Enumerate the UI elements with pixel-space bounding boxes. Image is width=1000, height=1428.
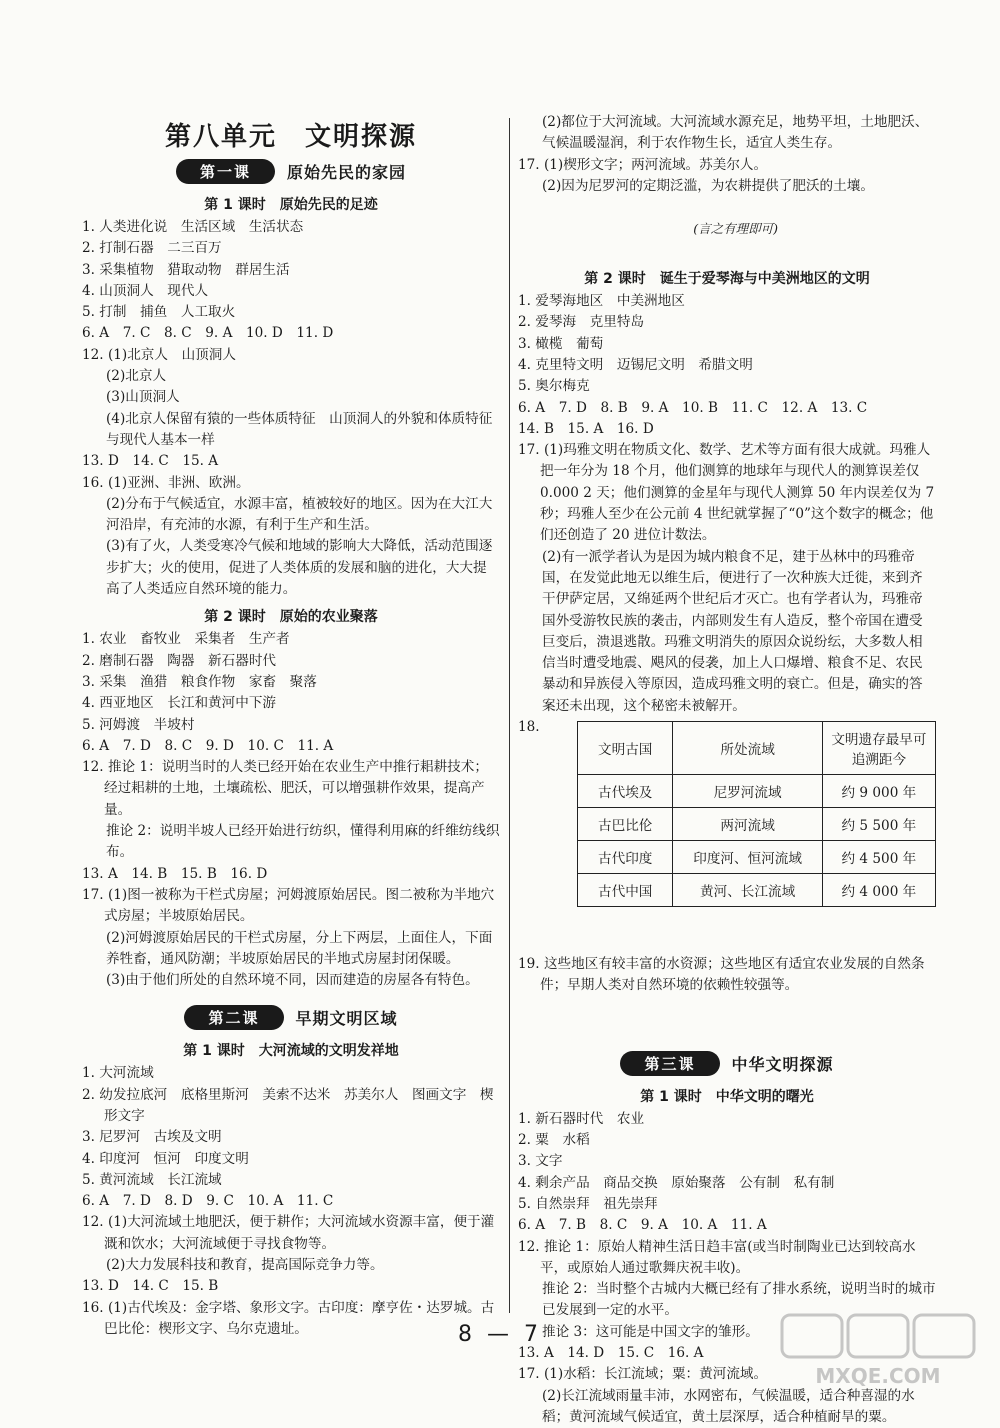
table-header-row [577,722,935,775]
answer-line: 14. B 15. A 16. D [518,420,654,437]
answer-line: 2. 粟 水稻 [518,1132,590,1149]
answer-note [518,197,936,262]
right-column [518,112,939,1428]
table-cell: 黄河、长江流域 [673,874,822,907]
table-header-cell: 所处流域 [673,722,822,775]
answer-line: 2. 打制石器 二三百万 [82,240,222,257]
answer-line: 16. (1)古代埃及：金字塔、象形文字。古印度：摩亨佐・达罗城。古巴比伦：楔形文字、乌尔克遗址。 [82,1299,495,1337]
answer-line: 13. A 14. B 15. B 16. D [82,865,268,882]
answer-line: 3. 尼罗河 古埃及文明 [82,1129,222,1146]
answer-line: 4. 克里特文明 迈锡尼文明 希腊文明 [518,356,753,373]
lesson1-period2-answers [82,629,500,991]
answer-line: 17. (1)玛雅文明在物质文化、数学、艺术等方面有很大成就。玛雅人把一年分为 18 个月，他们测算的地球年与现代人的测算误差仅 0.000 2 天；他们测算的金星年与现代人测算 50 年内误差仅为 7 秒；玛雅人至少在公元前 4 世纪就掌握了“0”这个数字的概念；他们还创造了 20 进位计数法。 [518,442,939,544]
answer-line: 推论 2：当时整个古城内大概已经有了排水系统，说明当时的城市已发展到一定的水平。 [542,1281,936,1319]
answer-line: (2)北京人 [106,368,167,385]
answer-line: (2)分布于气候适宜，水源丰富，植被较好的地区。因为在大江大河沿岸，有充沛的水源，有利于生产和生活。 [106,495,493,534]
answer-line: 1. 农业 畜牧业 采集者 生产者 [82,631,290,648]
answer-line: 2. 爱琴海 克里特岛 [518,314,645,331]
answer-line: 5. 自然崇拜 祖先崇拜 [518,1195,658,1212]
answer-line: 12. 推论 1：说明当时的人类已经开始在农业生产中推行耜耕技术；经过耜耕的土地，土壤疏松、肥沃，可以增强耕作效果，提高产量。 [82,759,488,818]
lesson2-period2-title: 第 2 课时 诞生于爱琴海与中美洲地区的文明 [584,271,870,288]
answer-line: 2. 磨制石器 陶器 新石器时代 [82,652,277,669]
answer-line: 3. 采集植物 猎取动物 群居生活 [82,261,290,278]
table-cell: 古代中国 [577,874,673,907]
table-cell: 尼罗河流域 [673,775,822,808]
answer-line: 13. A 14. D 15. C 16. A [518,1345,704,1362]
answer-line: (4)北京人保留有猿的一些体质特征 山顶洞人的外貌和体质特征与现代人基本一样 [106,410,493,448]
answer-line: (2)大力发展科技和教育，提高国际竞争力等。 [106,1257,384,1274]
lesson2-badge: 第二课 [184,1005,283,1030]
answer-line: 4. 山顶洞人 现代人 [82,282,209,299]
watermark-text: MXQE.COM [815,1364,941,1388]
question-18-number: 18. [518,719,540,736]
answer-line: 4. 西亚地区 长江和黄河中下游 [82,695,277,712]
lesson3-title: 中华文明探源 [731,1054,834,1074]
answer-line: (3)有了火，人类受寒冷气候和地域的影响大大降低，活动范围逐步扩大；火的使用，促进了人类体质的发展和脑的进化，大大提高了人类适应自然环境的能力。 [106,538,493,598]
answer-line: 4. 印度河 恒河 印度文明 [82,1150,249,1167]
table-cell: 古巴比伦 [577,808,673,841]
answer-line: 1. 人类进化说 生活区域 生活状态 [82,219,304,235]
lesson1-header [82,159,500,184]
table-cell: 印度河、恒河流域 [673,841,822,874]
answer-line: 6. A 7. C 8. C 9. A 10. D 11. D [82,325,334,342]
answer-line: 17. (1)图一被称为干栏式房屋；河姆渡原始居民。图二被称为半地穴式房屋；半坡原始居民。 [82,886,495,925]
lesson2-period1-answers-right [518,112,936,197]
table-cell: 古代埃及 [577,775,673,808]
answer-line: 12. (1)北京人 山顶洞人 [82,346,236,363]
answer-line: 3. 采集 渔猎 粮食作物 家畜 聚落 [82,673,317,690]
lesson2-period2-answers [518,291,939,717]
answer-line: 12. (1)大河流域土地肥沃，便于耕作；大河流域水资源丰富，便于灌溉和饮水；大河流域便于寻找食物等。 [82,1214,495,1252]
table-header-cell: 文明遗存最早可追溯距今 [822,722,935,775]
lesson2-period1-answers-left [82,1063,500,1340]
answer-line: 3. 橄榄 葡萄 [518,335,604,352]
lesson1-badge: 第一课 [176,159,275,184]
answer-line: 6. A 7. D 8. C 9. D 10. C 11. A [82,737,334,754]
table-body [577,775,935,907]
answer-line: 推论 3：这可能是中国文字的雏形。 [542,1323,759,1340]
answer-line: 5. 河姆渡 半坡村 [82,716,195,733]
answer-line: 推论 2：说明半坡人已经开始进行纺织，懂得利用麻的纤维纺线织布。 [106,823,500,861]
table-cell: 约 5 500 年 [822,808,935,841]
answer-line: 5. 黄河流域 长江流域 [82,1171,222,1188]
answer-line: 6. A 7. B 8. C 9. A 10. A 11. A [518,1217,767,1234]
answer-line: 17. (1)水稻：长江流域；粟：黄河流域。 [518,1366,768,1383]
answer-line: 16. (1)亚洲、非洲、欧洲。 [82,474,250,491]
lesson2-title: 早期文明区域 [295,1009,398,1029]
table-cell: 两河流域 [673,808,822,841]
table-cell: 约 4 500 年 [822,841,935,874]
question-19-text: 19. 这些地区有较丰富的水资源；这些地区有适宜农业发展的自然条件；早期人类对自然环境的依赖性较强等。 [518,955,925,993]
column-divider [509,118,510,1313]
table-row [577,775,935,808]
answer-line: (2)都位于大河流域。大河流域水源充足，地势平坦，土地肥沃、气候温暖湿润，利于农作物生长，适宜人类生存。 [542,114,929,152]
answer-line: (2)有一派学者认为是因为城内粮食不足，建于丛林中的玛雅帝国，在发觉此地无以维生后，便进行了一次种族大迁徙，来到齐干伊萨定居，又绵延两个世纪后才灭亡。也有学者认为，玛雅帝国外受游牧民族的袭击，内部则发生有人造反，整个帝国在遭受巨变后，溃退逃散。玛雅文明消失的原因众说纷纭，大多数人相信当时遭受地震、飓风的侵袭，加上人口爆增、粮食不足、农民暴动和异族侵入等原因，造成玛雅文明的衰亡。但是，确实的答案还未出现，这个秘密未被解开。 [542,548,923,714]
question-19 [518,911,936,1039]
question-18 [518,717,936,911]
lesson3-period1-title: 第 1 课时 中华文明的曙光 [640,1088,814,1105]
table-cell: 古代印度 [577,841,673,874]
answer-line: 2. 幼发拉底河 底格里斯河 美索不达米 苏美尔人 图画文字 楔形文字 [82,1086,494,1124]
answer-line: 1. 新石器时代 农业 [518,1110,645,1127]
table-row [577,874,935,907]
answer-line: 5. 奥尔梅克 [518,378,590,395]
table-row [577,808,935,841]
watermark-logo [778,1311,978,1391]
lesson1-period1-title: 第 1 课时 原始先民的足迹 [204,197,378,213]
answer-line: 1. 爱琴海地区 中美洲地区 [518,293,685,310]
answer-line: 6. A 7. D 8. D 9. C 10. A 11. C [82,1193,334,1210]
page-number: 8 — 7 [458,1322,542,1347]
lesson1-period2-title: 第 2 课时 原始的农业聚落 [204,609,378,626]
answer-line: 6. A 7. D 8. B 9. A 10. B 11. C 12. A 13. C [518,399,868,416]
answer-line: (2)长江流域雨量丰沛，水网密布，气候温暖，适合种喜湿的水稻；黄河流域气候适宜，黄土层深厚，适合种植耐旱的粟。 [542,1387,915,1425]
table-cell: 约 9 000 年 [822,775,935,808]
answer-line: 5. 打制 捕鱼 人工取火 [82,304,236,321]
unit-title: 第八单元 文明探源 [164,122,417,152]
left-column [82,112,500,1340]
table-row [577,841,935,874]
lesson1-title: 原始先民的家园 [287,163,407,182]
answer-line: (3)山顶洞人 [106,389,180,406]
table-header-cell: 文明古国 [577,722,673,775]
lesson2-header [82,1005,500,1030]
answer-line: 3. 文字 [518,1153,563,1170]
answer-line: 1. 大河流域 [82,1065,154,1082]
answer-line: (2)河姆渡原始居民的干栏式房屋，分上下两层，上面住人，下面养牲畜，通风防潮；半坡原始居民的半地式房屋封闭保暖。 [106,929,493,967]
answer-line: 13. D 14. C 15. B [82,1278,219,1295]
answer-line: 13. D 14. C 15. A [82,453,219,470]
lesson3-header [518,1051,936,1076]
answer-line: (2)因为尼罗河的定期泛滥，为农耕提供了肥沃的土壤。 [542,177,874,194]
answer-line: 12. 推论 1：原始人精神生活日趋丰富(或当时制陶业已达到较高水平，或原始人通过歌舞庆祝丰收)。 [518,1238,916,1276]
civilization-table [577,721,936,907]
lesson2-period1-title: 第 1 课时 大河流域的文明发祥地 [183,1043,399,1060]
answer-line: 4. 剩余产品 商品交换 原始聚落 公有制 私有制 [518,1174,835,1191]
lesson1-period1-answers [82,217,500,600]
answer-note-text: (言之有理即可) [693,221,779,237]
answer-line: 17. (1)楔形文字；两河流域。苏美尔人。 [518,156,768,173]
answer-line: (3)由于他们所处的自然环境不同，因而建造的房屋各有特色。 [106,972,479,989]
table-cell: 约 4 000 年 [822,874,935,907]
lesson3-badge: 第三课 [620,1051,719,1076]
